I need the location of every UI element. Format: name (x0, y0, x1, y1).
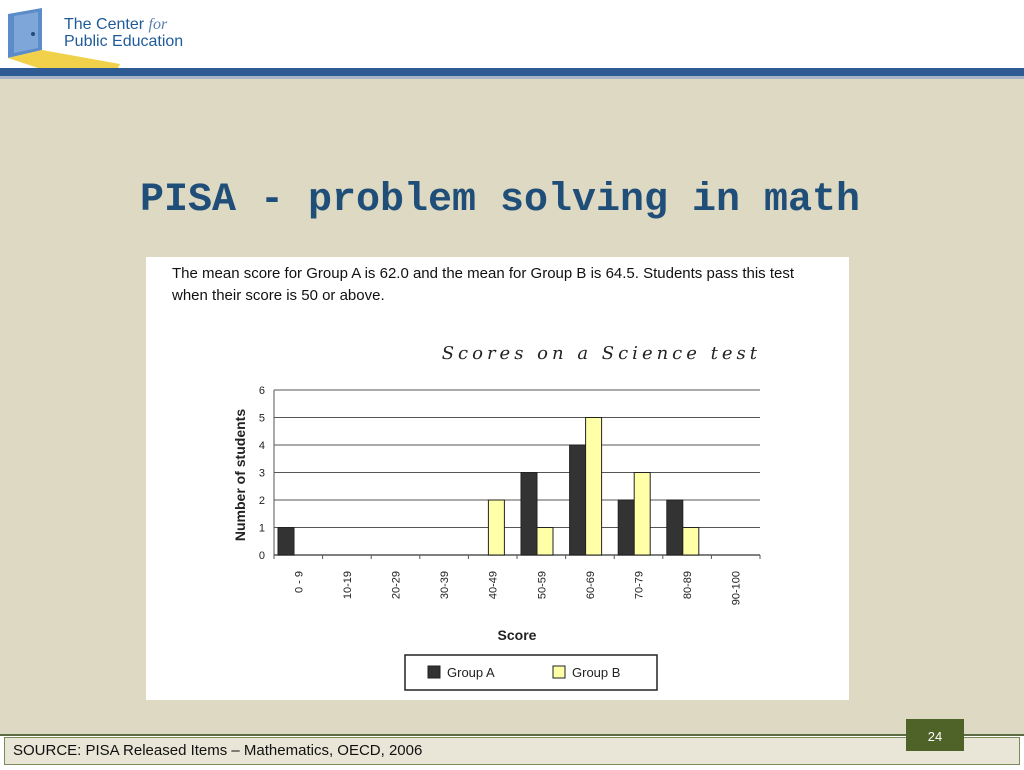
x-tick-label: 10-19 (341, 571, 354, 600)
bar-chart (146, 257, 849, 700)
x-tick-label: 70-79 (633, 571, 646, 600)
y-tick-label: 0 (258, 550, 265, 562)
x-tick-label: 20-29 (390, 571, 403, 600)
chart-title: Scores on a Science test (441, 343, 761, 364)
y-axis-label: Number of students (232, 408, 248, 542)
header (0, 0, 1024, 68)
y-tick-label: 3 (258, 467, 265, 480)
header-rule (0, 68, 1024, 79)
x-tick-label: 30-39 (439, 571, 452, 600)
chart-figure (146, 257, 849, 700)
legend-label: Group B (572, 665, 621, 680)
bar-group-b (634, 473, 650, 556)
x-tick-label: 80-89 (682, 571, 695, 600)
bar-group-b (683, 528, 699, 556)
y-tick-label: 5 (258, 412, 265, 425)
y-tick-label: 6 (258, 385, 265, 397)
y-tick-label: 2 (258, 495, 265, 507)
bar-group-a (667, 500, 683, 555)
x-tick-label: 60-69 (584, 571, 597, 600)
bar-group-a (618, 500, 634, 555)
bar-group-a (570, 445, 586, 555)
slide-title: PISA - problem solving in math (139, 178, 861, 223)
logo-line-2: Public Education (64, 33, 184, 50)
intro-text: The mean score for Group A is 62.0 and the mean for Group B is 64.5. Students pass this test when their score is 50 or above. (172, 265, 795, 304)
x-tick-label: 0 - 9 (293, 571, 306, 594)
source-note: SOURCE: PISA Released Items – Mathematics, OECD, 2006 (4, 737, 1020, 765)
logo-line-1: The Center (64, 16, 145, 33)
logo-text (64, 16, 183, 50)
legend-label: Group A (447, 665, 495, 680)
logo-for: for (148, 16, 168, 33)
bar-group-b (537, 528, 553, 556)
x-tick-label: 90-100 (730, 571, 743, 606)
x-axis-label: Score (497, 627, 537, 643)
bar-group-a (278, 528, 294, 556)
bar-group-a (521, 473, 537, 556)
x-tick-label: 40-49 (487, 571, 500, 600)
legend-swatch (428, 666, 440, 678)
bar-group-b (488, 500, 504, 555)
page-number: 24 (906, 719, 964, 751)
y-tick-label: 1 (258, 522, 265, 535)
bar-group-b (586, 418, 602, 556)
legend-swatch (553, 666, 565, 678)
x-tick-label: 50-59 (536, 571, 549, 600)
y-tick-label: 4 (258, 440, 265, 452)
